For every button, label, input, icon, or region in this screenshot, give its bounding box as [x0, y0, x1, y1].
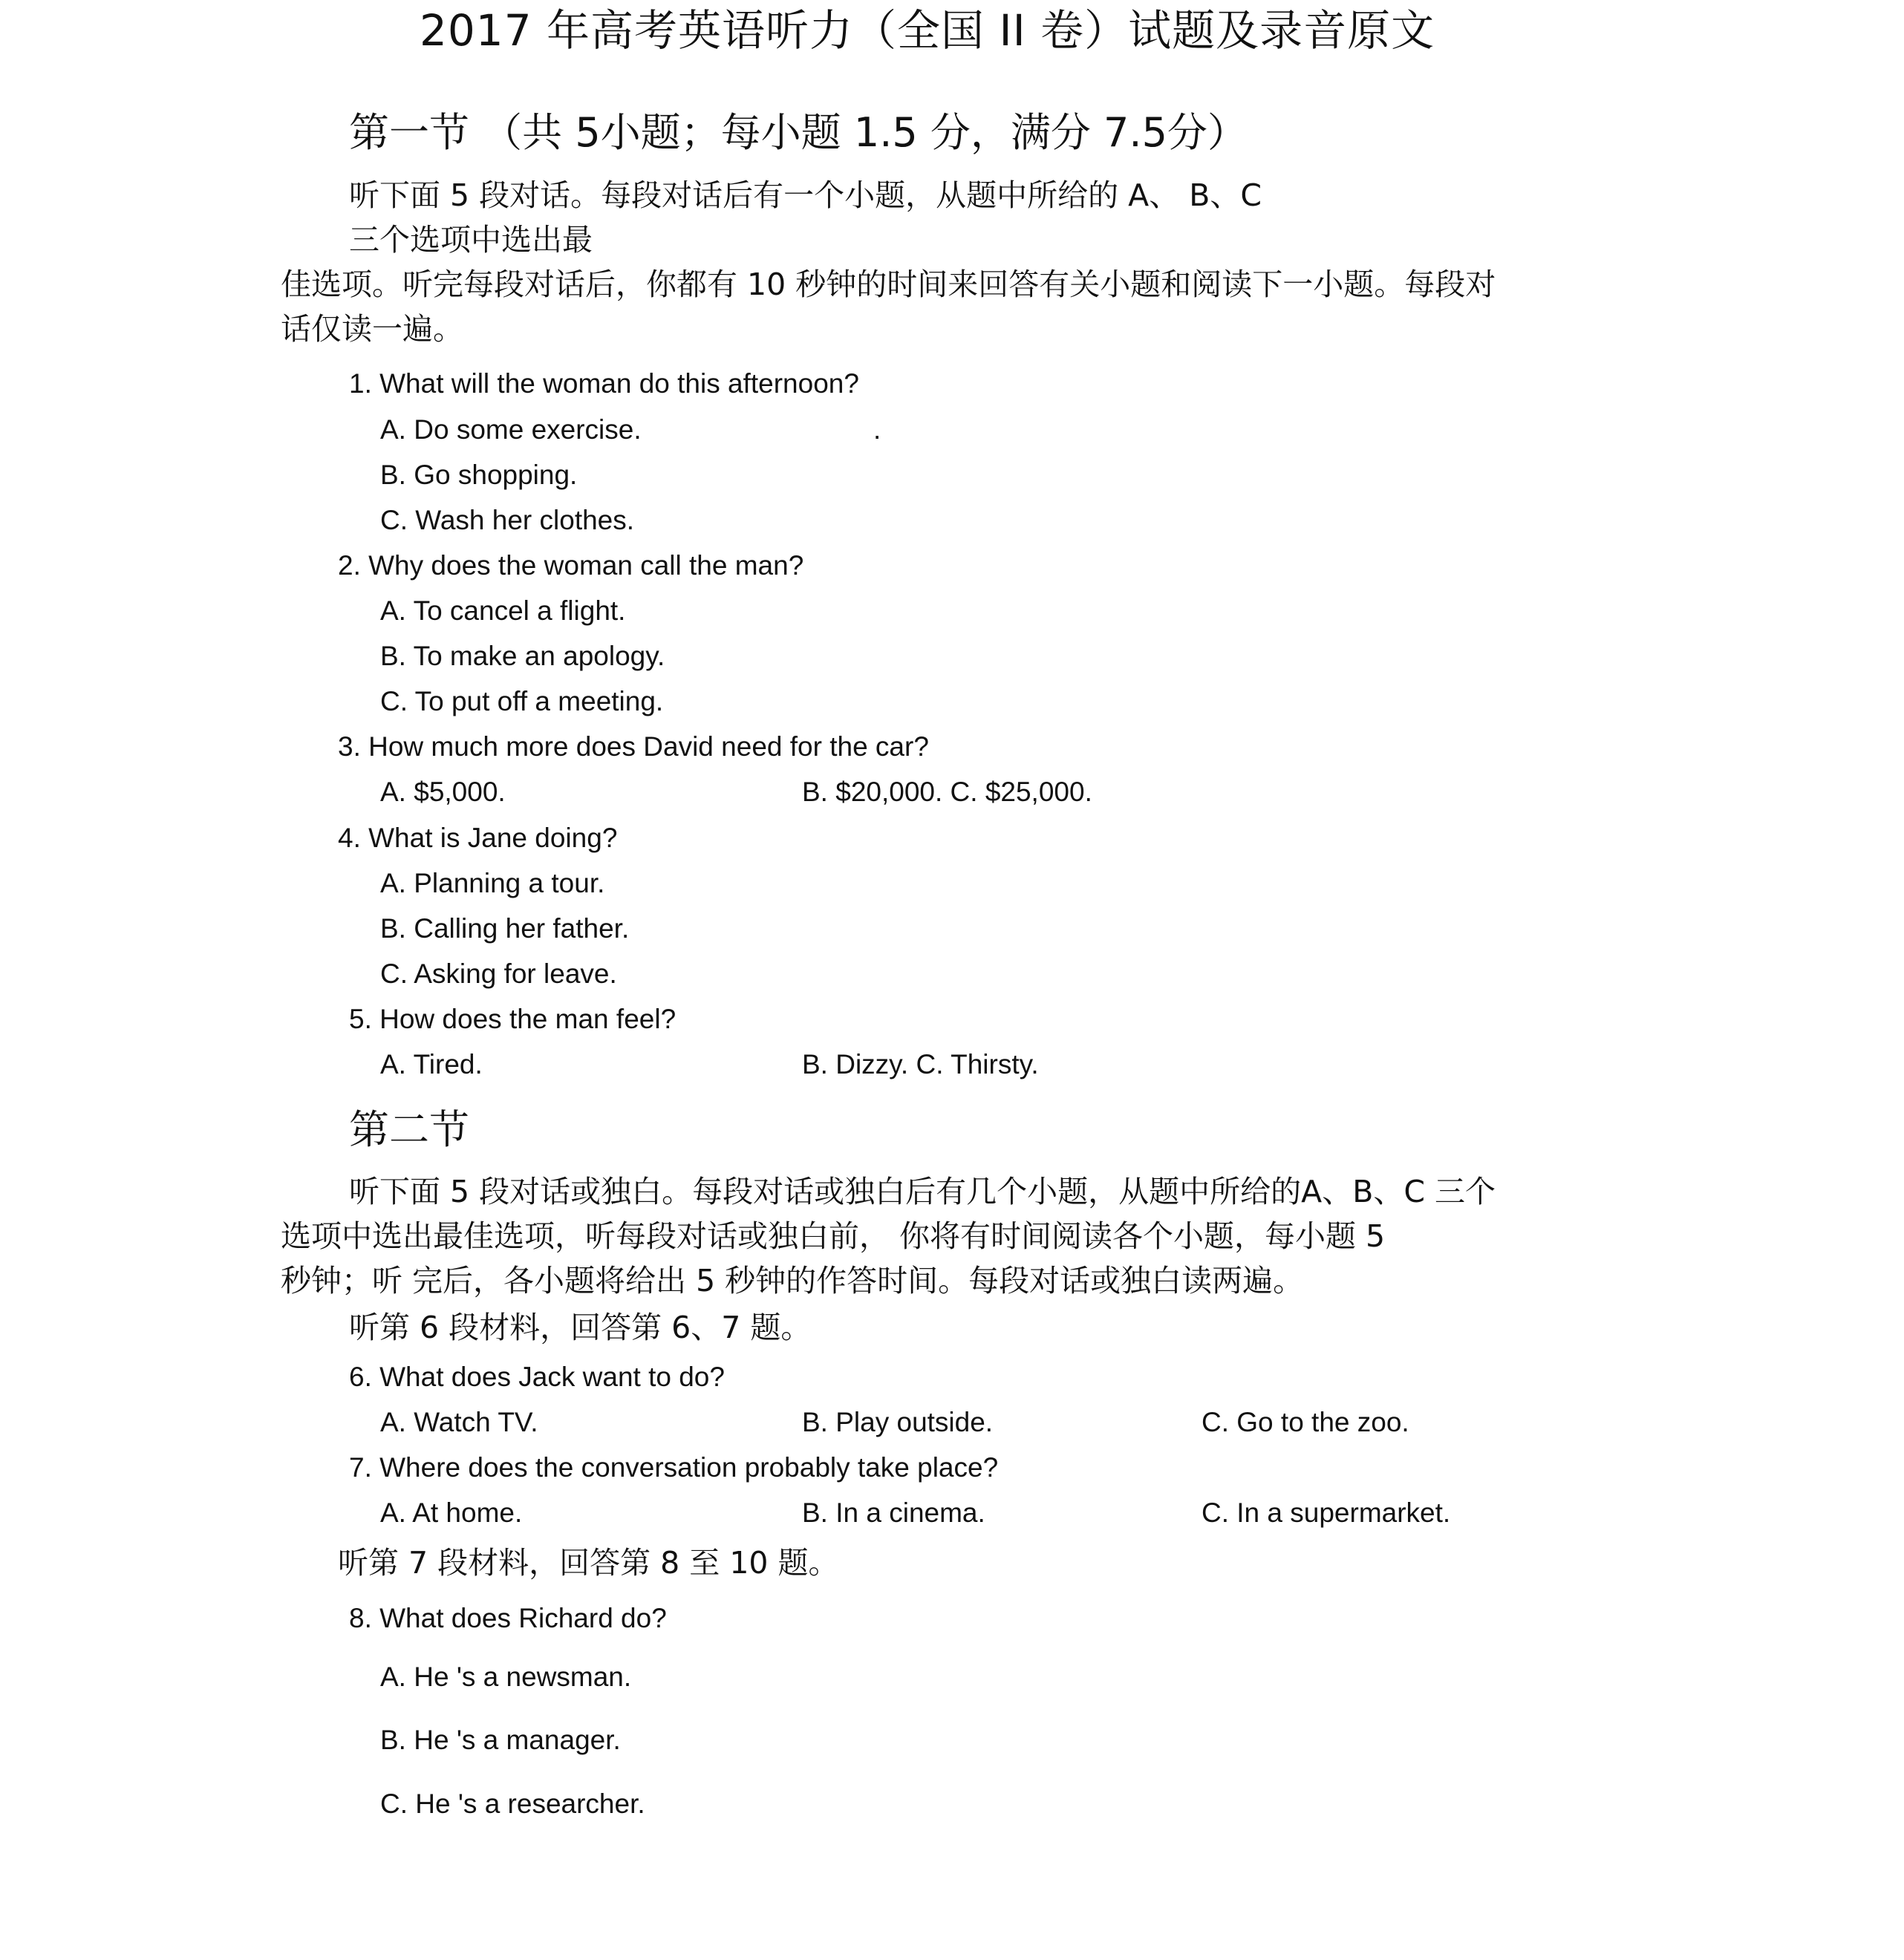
question-6-option-a: A. Watch TV.: [380, 1407, 538, 1437]
question-2-option-a: A. To cancel a flight.: [380, 595, 626, 626]
question-8-option-b: B. He 's a manager.: [380, 1725, 621, 1755]
question-7-option-c: C. In a supermarket.: [1202, 1497, 1451, 1528]
question-6-option-b: B. Play outside.: [802, 1407, 994, 1437]
section-2-instruction-line-3: 秒钟；听 完后，各小题将给出 5 秒钟的作答时间。每段对话或独白读两遍。: [281, 1263, 1304, 1298]
question-2-option-c: C. To put off a meeting.: [380, 686, 664, 716]
question-8-option-c: C. He 's a researcher.: [380, 1788, 645, 1819]
question-2-option-b: B. To make an apology.: [380, 641, 665, 671]
question-4-option-c: C. Asking for leave.: [380, 958, 617, 989]
question-1-option-c: C. Wash her clothes.: [380, 505, 635, 535]
question-5: 5. How does the man feel?: [349, 1004, 676, 1034]
question-4-option-b: B. Calling her father.: [380, 913, 630, 944]
section-1-instruction-line-3: 佳选项。听完每段对话后，你都有 10 秒钟的时间来回答有关小题和阅读下一小题。每段对: [281, 267, 1496, 302]
question-7: 7. Where does the conversation probably take place?: [349, 1452, 999, 1483]
question-4-option-a: A. Planning a tour.: [380, 868, 605, 898]
question-3: 3. How much more does David need for the car?: [338, 731, 929, 762]
question-4: 4. What is Jane doing?: [338, 823, 618, 853]
section-1-instruction-line-1: 听下面 5 段对话。每段对话后有一个小题，从题中所给的 A、 B、C: [349, 177, 1262, 213]
section-2-instruction-line-2: 选项中选出最佳选项，听每段对话或独白前， 你将有时间阅读各个小题，每小题 5: [281, 1218, 1386, 1254]
question-1-option-a: A. Do some exercise.: [380, 414, 642, 445]
question-3-option-a: A. $5,000.: [380, 777, 506, 807]
stray-mark: .: [873, 414, 881, 445]
question-6: 6. What does Jack want to do?: [349, 1362, 725, 1392]
question-2: 2. Why does the woman call the man?: [338, 550, 804, 581]
question-1-option-b: B. Go shopping.: [380, 460, 578, 490]
section-1-instruction-line-2: 三个选项中选出最: [349, 222, 593, 258]
section-1-instruction-line-4: 话仅读一遍。: [281, 311, 463, 347]
question-5-options-bc: B. Dizzy. C. Thirsty.: [802, 1049, 1039, 1079]
section-2-instruction-line-1: 听下面 5 段对话或独白。每段对话或独白后有几个小题，从题中所给的A、B、C 三个: [349, 1174, 1496, 1209]
section-2-heading: 第二节: [349, 1106, 469, 1153]
document-title: 2017 年高考英语听力（全国 II 卷）试题及录音原文: [420, 5, 1435, 56]
passage-6-intro: 听第 6 段材料，回答第 6、7 题。: [349, 1310, 812, 1345]
passage-7-intro: 听第 7 段材料，回答第 8 至 10 题。: [338, 1545, 839, 1581]
section-1-heading: 第一节 （共 5小题；每小题 1.5 分，满分 7.5分）: [349, 109, 1248, 156]
question-1: 1. What will the woman do this afternoon?: [349, 368, 859, 399]
question-3-options-bc: B. $20,000. C. $25,000.: [802, 777, 1092, 807]
question-8: 8. What does Richard do?: [349, 1603, 667, 1633]
question-7-option-a: A. At home.: [380, 1497, 523, 1528]
question-7-option-b: B. In a cinema.: [802, 1497, 985, 1528]
question-8-option-a: A. He 's a newsman.: [380, 1662, 632, 1692]
question-6-option-c: C. Go to the zoo.: [1202, 1407, 1409, 1437]
question-5-option-a: A. Tired.: [380, 1049, 483, 1079]
